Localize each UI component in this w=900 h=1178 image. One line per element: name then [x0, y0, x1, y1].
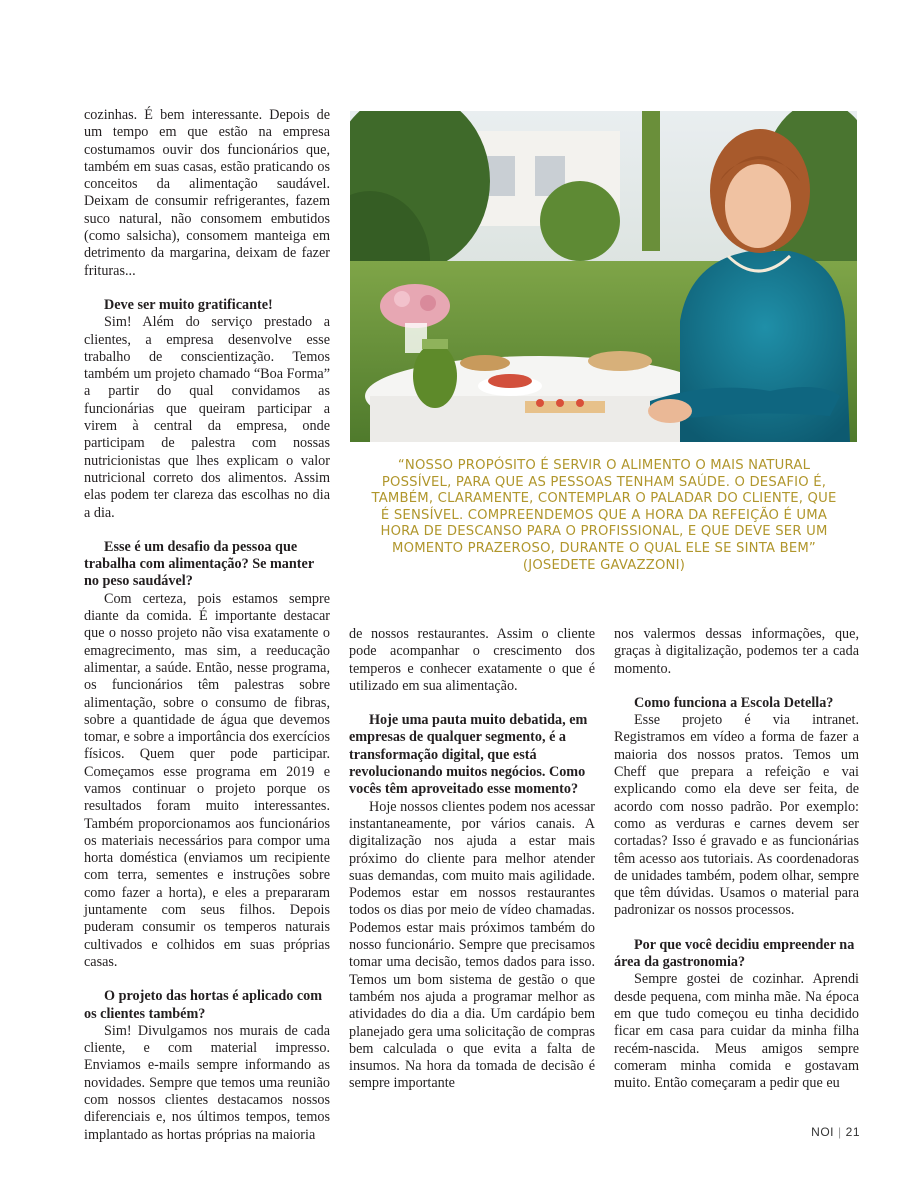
interview-answer: Sim! Além do serviço prestado a clientes, a empresa desenvolve esse trabalho de conscientização. Temos também um projeto chamado “Boa Forma” a partir do qual convidamos as funcionárias que queiram participar a virem à central da empresa, onde participam de palestra com nossas nutricionistas que lhes explicam o valor nutricional correto dos alimentos. Assim elas podem ter clareza das escolhas no dia a dia.: [84, 314, 330, 521]
interviewee-photo: [350, 111, 857, 442]
page-number: 21: [845, 1125, 860, 1139]
garden-table-portrait-image: [350, 111, 857, 442]
article-column-1: [84, 107, 330, 1144]
interview-question: Esse é um desafio da pessoa que trabalha com alimentação? Se manter no peso saudável?: [84, 538, 314, 590]
interview-question: Hoje uma pauta muito debatida, em empresas de qualquer segmento, é a transformação digital, que está revolucionando muitos negócios. Como vocês têm aproveitado esse momento?: [349, 712, 588, 798]
article-column-2: [349, 626, 595, 1093]
pull-quote: “NOSSO PROPÓSITO É SERVIR O ALIMENTO O MAIS NATURAL POSSÍVEL, PARA QUE AS PESSOAS TENHAM SAÚDE. O DESAFIO É, TAMBÉM, CLARAMENTE, CONTEMPLAR O PALADAR DO CLIENTE, QUE É SENSÍVEL. COMPREENDEMOS QUE A HORA DA REFEIÇÃO É UMA HORA DE DESCANSO PARA O PROFISSIONAL, E QUE DEVE SER UM MOMENTO PRAZEROSO, DURANTE O QUAL ELE SE SINTA BEM” (JOSEDETE GAVAZZONI): [371, 458, 837, 573]
paragraph: nos valermos dessas informações, que, graças à digitalização, podemos ter a cada momento.: [614, 626, 859, 677]
interview-answer: Esse projeto é via intranet. Registramos em vídeo a forma de fazer a maioria dos nossos pratos. Temos um Cheff que prepara a refeição e vai explicando como ela deve ser feita, de acordo com nosso padrão. Por exemplo: como as verduras e carnes devem ser cortadas? Isso é gravado e as funcionárias têm acesso aos tutoriais. As coordenadoras de unidades também, podem olhar, sempre que têm dúvidas. Usamos o material para padronizar os nossos processos.: [614, 712, 859, 919]
interview-answer: Hoje nossos clientes podem nos acessar instantaneamente, por vários canais. A digitalização nos ajuda a estar mais próximo do cliente para melhor atender suas demandas, com muito mais agilidade. Podemos estar em nossos restaurantes todos os dias por meio de vídeo chamadas. Podemos estar mais próximos também do nosso funcionário. Sempre que precisamos tomar uma decisão, temos dados para isso. Temos um bom sistema de gestão o que também nos ajuda a programar melhor as atividades do dia a dia. Um cardápio bem planejado gera uma solicitação de compras bem calculada o que evita a falta de insumos. Na hora da tomada de decisão é sempre importante: [349, 798, 595, 1092]
interview-answer: Sim! Divulgamos nos murais de cada cliente, e com material impresso. Enviamos e-mails sempre informando as novidades. Sempre que temos uma reunião com nossos clientes destacamos nossos diferenciais e, nos últimos tempos, temos implantado as hortas próprias na maioria: [84, 1022, 330, 1143]
footer-separator: |: [838, 1125, 842, 1139]
page-footer: [780, 1125, 860, 1139]
interview-question: Por que você decidiu empreender na área da gastronomia?: [614, 936, 855, 971]
paragraph: de nossos restaurantes. Assim o cliente pode acompanhar o crescimento dos temperos e conhecer exatamente o que é utilizado em sua alimentação.: [349, 626, 595, 694]
article-column-3: [614, 626, 859, 1092]
magazine-name: NOI: [811, 1125, 835, 1139]
paragraph: cozinhas. É bem interessante. Depois de um tempo em que estão na empresa costumamos ouvir dos funcionários que, também em suas casas, estão praticando os conceitos da alimentação saudável. Deixam de consumir refrigerantes, fazem suco natural, não consomem embutidos (como salsicha), consomem manteiga em detrimento da margarina, deixam de fazer frituras...: [84, 107, 330, 279]
interview-question: Como funciona a Escola Detella?: [634, 694, 834, 711]
interview-question: O projeto das hortas é aplicado com os clientes também?: [84, 988, 323, 1022]
interview-question: Deve ser muito gratificante!: [104, 296, 273, 313]
interview-answer: Com certeza, pois estamos sempre diante da comida. É importante destacar que o nosso projeto não visa exatamente o emagrecimento, mas sim, a reeducação alimentar, a saúde. Então, nesse programa, os funcionários têm palestras sobre alimentação, sobre o consumo de fibras, sobre a quantidade de água que devemos tomar, e sobre a importância dos exercícios físicos. Quem quer pode participar. Começamos esse programa em 2019 e vamos continuar o projeto porque os resultados foram muito interessantes. Também proporcionamos aos funcionários os materiais necessários para compor uma horta doméstica (enviamos um recipiente com terra, sementes e instruções sobre como fazer a horta), e eles a prepararam juntamente com seus filhos. Depois puderam consumir os temperos naturais cultivados e colhidos em suas próprias casas.: [84, 590, 330, 970]
interview-answer: Sempre gostei de cozinhar. Aprendi desde pequena, com minha mãe. Na época em que tudo começou eu tinha decidido ficar em casa para cuidar da minha filha recém-nascida. Meus amigos sempre comeram minha comida e gostavam muito. Então começaram a pedir que eu: [614, 971, 859, 1092]
